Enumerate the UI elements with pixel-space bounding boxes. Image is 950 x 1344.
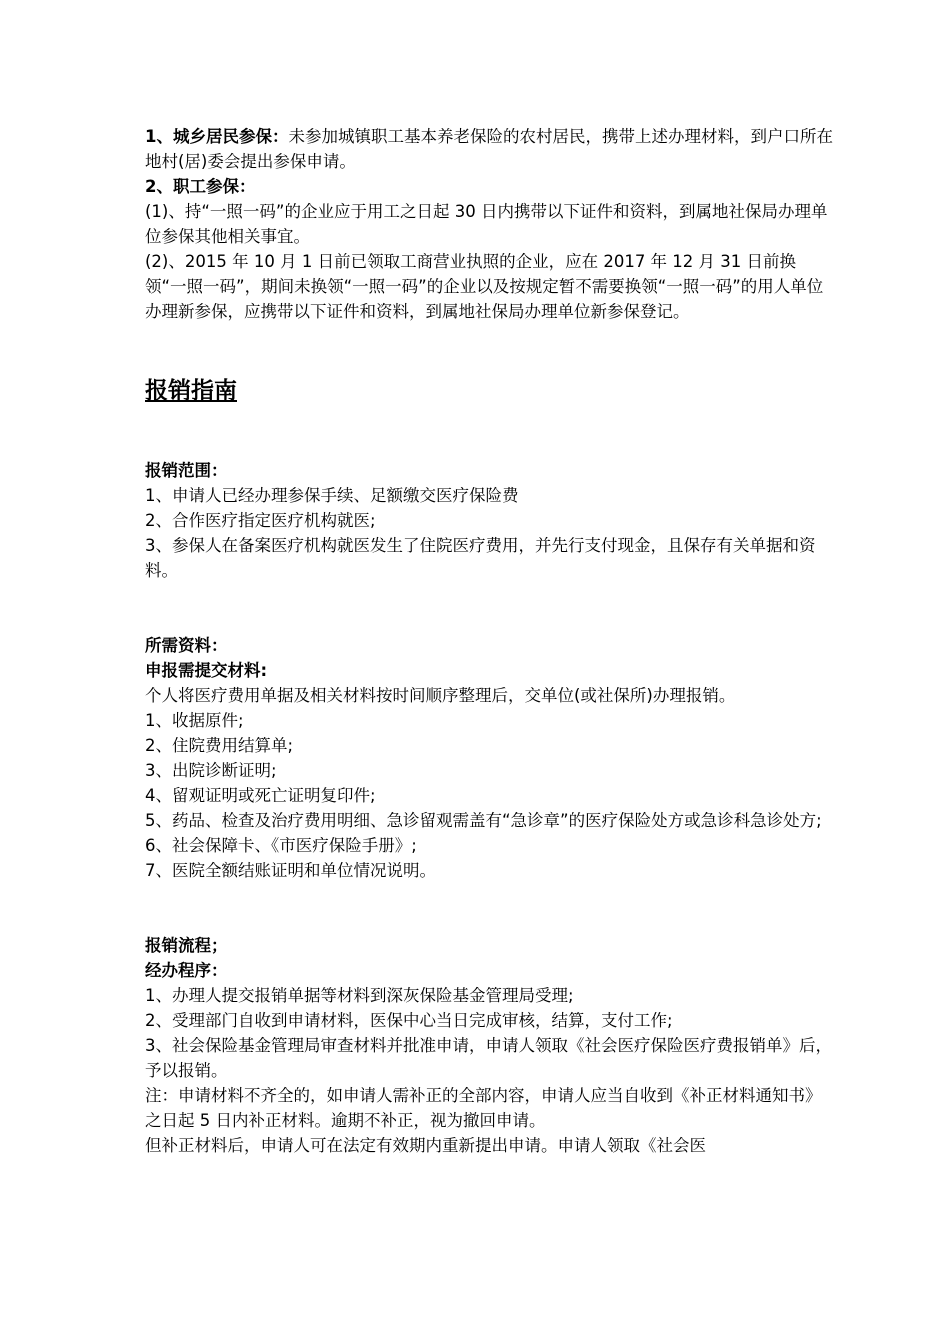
process-note: 注：申请材料不齐全的，如申请人需补正的全部内容，申请人应当自收到《补正材料通知书》之日起 5 日内补正材料。逾期不补正，视为撤回申请。 — [145, 1086, 822, 1130]
materials-item-4: 4、留观证明或死亡证明复印件; — [145, 786, 376, 805]
materials-subtitle: 申报需提交材料: — [145, 661, 268, 680]
materials-item-7: 7、医院全额结账证明和单位情况说明。 — [145, 861, 436, 880]
employee-enroll-sub1: (1)、持“一照一码”的企业应于用工之日起 30 日内携带以下证件和资料，到属地社保局办理单位参保其他相关事宜。 — [145, 202, 828, 246]
scope-title: 报销范围： — [145, 461, 228, 480]
materials-title: 所需资料： — [145, 636, 228, 655]
process-item-3: 3、社会保险基金管理局审查材料并批准申请，申请人领取《社会医疗保险医疗费报销单》后，予以报销。 — [145, 1036, 832, 1080]
scope-item-2: 2、合作医疗指定医疗机构就医; — [145, 511, 376, 530]
document-page — [145, 124, 835, 1158]
materials-intro: 个人将医疗费用单据及相关材料按时间顺序整理后，交单位(或社保所)办理报销。 — [145, 686, 736, 705]
process-title: 报销流程； — [145, 936, 228, 955]
employee-enroll-title: 2、职工参保： — [145, 177, 256, 196]
process-item-2: 2、受理部门自收到申请材料，医保中心当日完成审核，结算，支付工作; — [145, 1011, 673, 1030]
resident-enroll-paragraph — [145, 124, 835, 174]
employee-enroll-sub2: (2)、2015 年 10 月 1 日前已领取工商营业执照的企业，应在 2017 年 12 月 31 日前换领“一照一码”，期间未换领“一照一码”的企业以及按规定暂不需要换领“一照一码”的用人单位办理新参保，应携带以下证件和资料，到属地社保局办理单位新参保登记。 — [145, 252, 824, 321]
materials-item-5: 5、药品、检查及治疗费用明细、急诊留观需盖有“急诊章”的医疗保险处方或急诊科急诊处方; — [145, 811, 822, 830]
process-tail: 但补正材料后，申请人可在法定有效期内重新提出申请。申请人领取《社会医 — [145, 1136, 706, 1155]
materials-item-6: 6、社会保障卡、《市医疗保险手册》; — [145, 836, 417, 855]
scope-item-3: 3、参保人在备案医疗机构就医发生了住院医疗费用，并先行支付现金，且保存有关单据和资料。 — [145, 536, 816, 580]
resident-enroll-title: 1、城乡居民参保： — [145, 127, 289, 146]
materials-item-1: 1、收据原件; — [145, 711, 244, 730]
page-title: 报销指南 — [145, 378, 237, 404]
materials-item-3: 3、出院诊断证明; — [145, 761, 277, 780]
process-item-1: 1、办理人提交报销单据等材料到深灰保险基金管理局受理; — [145, 986, 574, 1005]
process-subtitle: 经办程序： — [145, 961, 228, 980]
scope-item-1: 1、申请人已经办理参保手续、足额缴交医疗保险费 — [145, 486, 519, 505]
materials-item-2: 2、住院费用结算单; — [145, 736, 294, 755]
resident-enroll-text: 未参加城镇职工基本养老保险的农村居民，携带上述办理材料，到户口所在地村(居)委会提出参保申请。 — [145, 127, 833, 171]
